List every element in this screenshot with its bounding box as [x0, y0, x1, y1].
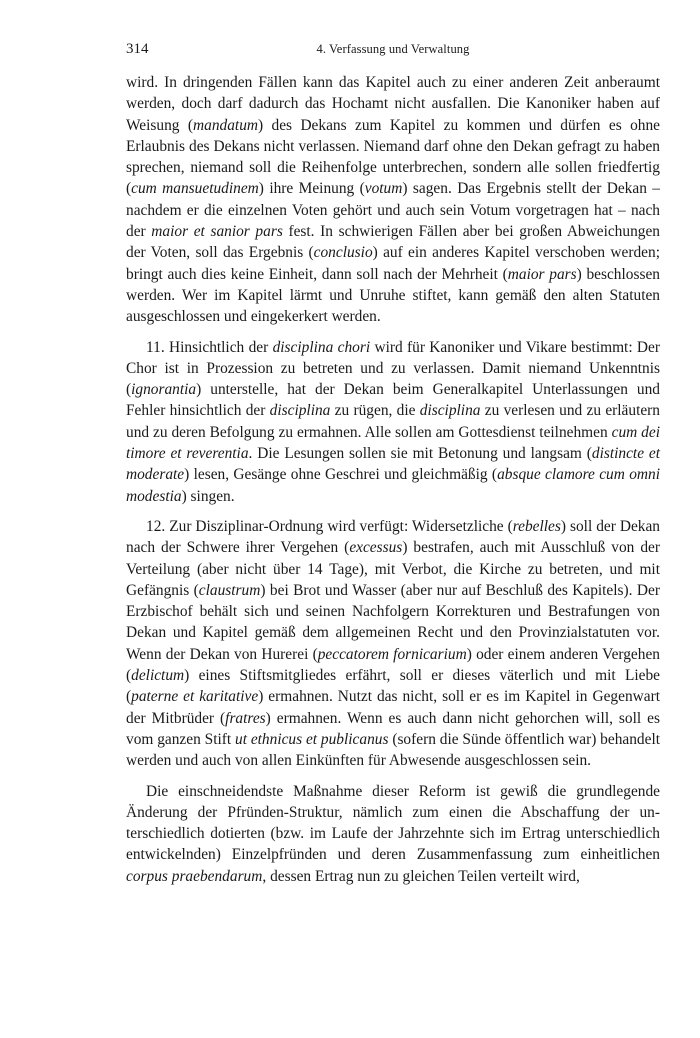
latin-term: cum dei timore et reverentia	[126, 423, 660, 463]
text-run: Die einschneidendste Maßnahme dieser Reform ist gewiß die grundlegende Änderung der Pfründen-Struktur, nämlich zum einen die Abschaffung der unterschiedlich dotierten (bzw. im Laufe der Jahrzehnte sich im Ertrag unterschiedlich entwickelnden) Einzelpfründen und deren Zusammenfassung zum einheitlichen	[126, 782, 660, 864]
latin-term: corpus praebendarum	[126, 867, 263, 885]
text-run: zu verlesen und zu erläutern und zu deren Befolgung zu ermahnen. Alle sollen am Gottesdienst teilnehmen	[126, 402, 661, 441]
latin-term: disciplina	[269, 402, 331, 420]
latin-term: cum mansuetudinem	[131, 180, 259, 198]
text-run: ) sagen. Das Ergebnis stellt der Dekan – nachdem er die einzelnen Voten gehört und auch sein Votum vorgetragen hat – nach der	[126, 180, 660, 241]
text-run: ) soll der Dekan nach der Schwere ihrer Vergehen (	[126, 517, 660, 557]
text-run: 11. Hinsichtlich der	[146, 338, 273, 356]
text-run: ) bei Brot und Wasser (aber nur auf Beschluß des Kapitels). Der Erzbischof behält sich und seinen Nachfolgern Korrekturen und Bestrafungen von Dekan und Kapitel gemäß dem allgemeinen Recht und den Provinzialstatuten vor. Wenn der Dekan von Hurerei (	[126, 581, 660, 663]
latin-term: disciplina chori	[272, 338, 371, 356]
latin-term: fratres	[225, 709, 266, 727]
latin-term: ut ethnicus et publicanus	[235, 730, 389, 748]
paragraph	[126, 781, 660, 887]
text-run: ) singen.	[181, 487, 235, 505]
latin-term: paterne et karitative	[131, 688, 259, 706]
text-run: , dessen Ertrag nun zu gleichen Teilen verteilt wird,	[262, 867, 580, 885]
latin-term: distincte et moderate	[126, 445, 660, 484]
text-run: ) ihre Meinung (	[258, 180, 365, 198]
text-run: ) des Dekans zum Kapitel zu kommen und dürfen es ohne Erlaubnis des Dekans nicht verlassen. Niemand darf ohne den Dekan gefragt zu haben sprechen, niemand soll die Reihenfolge unterbrechen, sondern alle sollen friedfertig (	[126, 116, 661, 198]
page-header	[126, 41, 660, 61]
latin-term: conclusio	[313, 244, 373, 262]
text-run: ) bestrafen, auch mit Ausschluß von der Verteilung (aber nicht über 14 Tage), mit Verbot, die Kirche zu betreten, und mit Gefängnis (	[126, 539, 660, 599]
text-run: ) ermahnen. Nutzt das nicht, soll er es im Kapitel in Gegenwart der Mitbrüder (	[126, 688, 660, 727]
text-run: ) auf ein anderes Kapitel verschoben werden; bringt auch dies keine Einheit, dann soll nach der Mehrheit (	[126, 244, 660, 283]
text-run: ) lesen, Gesänge ohne Geschrei und gleichmäßig (	[184, 466, 498, 484]
body-text	[126, 72, 660, 887]
text-run: 12. Zur Disziplinar-Ordnung wird verfügt: Widersetzliche (	[146, 517, 513, 535]
text-run: ) unterstelle, hat der Dekan beim Generalkapitel Unterlassungen und Fehler hinsichtlich der	[126, 381, 660, 420]
paragraph	[126, 337, 660, 507]
latin-term: maior pars	[507, 265, 577, 283]
text-run: wird. In dringenden Fällen kann das Kapitel auch zu einer anderen Zeit anberaumt werden, doch darf dadurch das Hochamt nicht ausfallen. Die Kanoniker haben auf Weisung (	[126, 74, 660, 134]
latin-term: excessus	[349, 539, 403, 557]
latin-term: peccatorem fornicarium	[317, 645, 467, 663]
paragraph	[126, 516, 660, 772]
latin-term: delictum	[131, 667, 185, 685]
latin-term: absque clamore cum omni modestia	[126, 466, 660, 505]
latin-term: claustrum	[198, 581, 261, 599]
text-run: (sofern die Sünde öffentlich war) behandelt werden und auch von allen Einkünften für Abwesende ausgeschlossen sein.	[126, 730, 660, 770]
latin-term: ignorantia	[131, 381, 197, 399]
text-run: ) eines Stiftsmitgliedes erfährt, soll er dieses väterlich und mit Liebe (	[126, 667, 660, 706]
latin-term: maior et sanior pars	[151, 223, 283, 241]
text-run: . Die Lesungen sollen sie mit Betonung und langsam (	[248, 445, 592, 463]
text-run: fest. In schwierigen Fällen aber bei großen Abweichungen der Voten, soll das Ergebnis (	[126, 223, 660, 262]
text-run: zu rügen, die	[330, 402, 420, 420]
latin-term: mandatum	[193, 116, 258, 134]
text-run: ) ermahnen. Wenn es auch dann nicht gehorchen will, soll es vom ganzen Stift	[126, 709, 660, 748]
paragraph	[126, 72, 660, 328]
text-run: ) oder einem anderen Vergehen (	[126, 645, 660, 685]
page-number: 314	[126, 41, 149, 57]
text-run: ) beschlossen werden. Wer im Kapitel lärmt und Unruhe stiftet, kann gemäß den alten Statuten ausgeschlossen und eingekerkert werden.	[126, 265, 660, 326]
running-head: 4. Verfassung und Verwaltung	[316, 42, 470, 56]
latin-term: rebelles	[512, 517, 561, 535]
latin-term: votum	[364, 180, 403, 198]
latin-term: disciplina	[419, 402, 481, 420]
text-run: wird für Kanoniker und Vikare bestimmt: Der Chor ist in Prozession zu betreten und zu verlassen. Damit niemand Unkenntnis (	[126, 338, 661, 399]
